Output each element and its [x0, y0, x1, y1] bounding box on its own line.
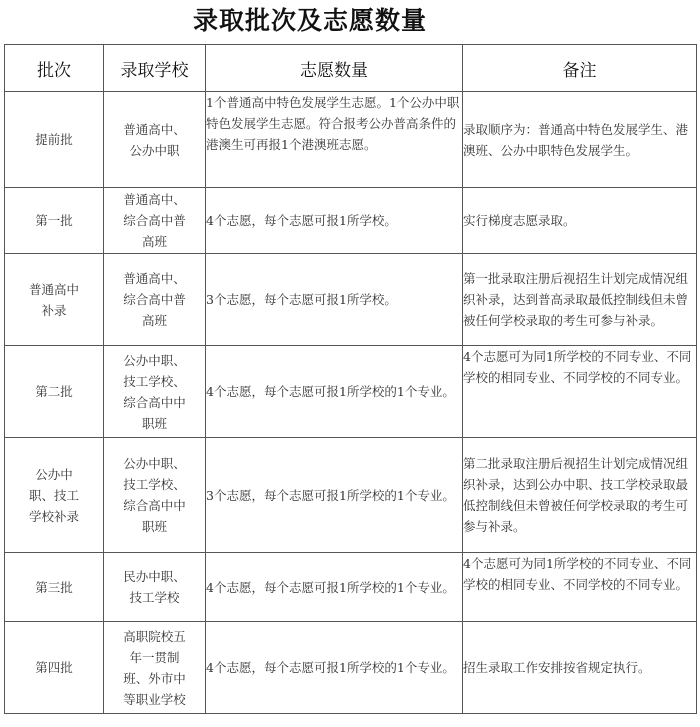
schools-cell: 民办中职、 技工学校: [104, 553, 206, 622]
remarks-cell: 第二批录取注册后视招生计划完成情况组织补录，达到公办中职、技工学校录取最低控制线但未曾被任何学校录取的考生可参与补录。: [463, 438, 697, 553]
table-row: [5, 346, 697, 438]
table-row: [5, 92, 697, 188]
header-remarks: 备注: [463, 45, 697, 92]
schools-cell: 普通高中、 综合高中普 高班: [104, 188, 206, 254]
table-row: [5, 553, 697, 622]
batch-cell: 第四批: [5, 622, 104, 714]
quota-cell: 1个普通高中特色发展学生志愿。1个公办中职特色发展学生志愿。符合报考公办普高条件的港澳生可再报1个港澳班志愿。: [206, 92, 463, 188]
remarks-cell: 4个志愿可为同1所学校的不同专业、不同学校的相同专业、不同学校的不同专业。: [463, 346, 697, 438]
header-batch: 批次: [5, 45, 104, 92]
batch-cell: 提前批: [5, 92, 104, 188]
remarks-cell: 4个志愿可为同1所学校的不同专业、不同学校的相同专业、不同学校的不同专业。: [463, 553, 697, 622]
schools-cell: 高职院校五 年一贯制 班、外市中 等职业学校: [104, 622, 206, 714]
schools-cell: 普通高中、 综合高中普 高班: [104, 254, 206, 346]
quota-cell: 4个志愿，每个志愿可报1所学校的1个专业。: [206, 622, 463, 714]
batch-cell: 第一批: [5, 188, 104, 254]
table-row: [5, 622, 697, 714]
header-quota: 志愿数量: [206, 45, 463, 92]
table-header-row: [5, 45, 697, 92]
schools-cell: 普通高中、 公办中职: [104, 92, 206, 188]
batch-cell: 第二批: [5, 346, 104, 438]
admission-batch-table: [4, 44, 697, 714]
schools-cell: 公办中职、 技工学校、 综合高中中 职班: [104, 346, 206, 438]
header-schools: 录取学校: [104, 45, 206, 92]
table-row: [5, 188, 697, 254]
table-row: [5, 254, 697, 346]
quota-cell: 4个志愿，每个志愿可报1所学校的1个专业。: [206, 553, 463, 622]
batch-cell: 公办中 职、技工 学校补录: [5, 438, 104, 553]
table-row: [5, 438, 697, 553]
remarks-cell: 招生录取工作安排按省规定执行。: [463, 622, 697, 714]
remarks-cell: 录取顺序为：普通高中特色发展学生、港澳班、公办中职特色发展学生。: [463, 92, 697, 188]
quota-cell: 4个志愿，每个志愿可报1所学校的1个专业。: [206, 346, 463, 438]
batch-cell: 第三批: [5, 553, 104, 622]
page-title: 录取批次及志愿数量: [192, 6, 427, 35]
quota-cell: 4个志愿，每个志愿可报1所学校。: [206, 188, 463, 254]
remarks-cell: 实行梯度志愿录取。: [463, 188, 697, 254]
remarks-cell: 第一批录取注册后视招生计划完成情况组织补录，达到普高录取最低控制线但未曾被任何学校录取的考生可参与补录。: [463, 254, 697, 346]
quota-cell: 3个志愿，每个志愿可报1所学校的1个专业。: [206, 438, 463, 553]
schools-cell: 公办中职、 技工学校、 综合高中中 职班: [104, 438, 206, 553]
batch-cell: 普通高中 补录: [5, 254, 104, 346]
quota-cell: 3个志愿，每个志愿可报1所学校。: [206, 254, 463, 346]
